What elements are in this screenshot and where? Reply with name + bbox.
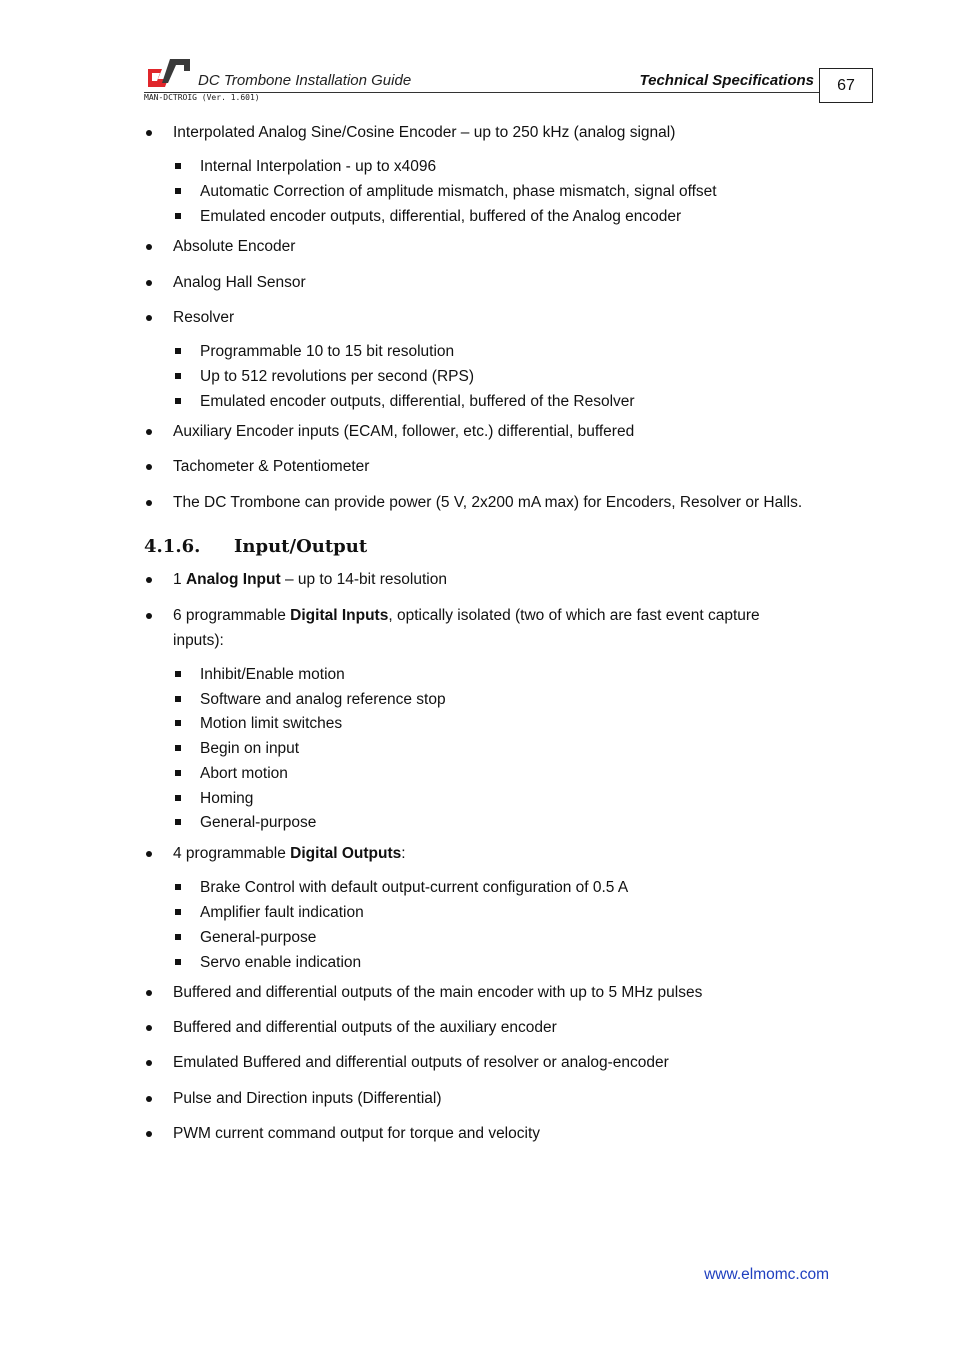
list-item: Buffered and differential outputs of the auxiliary encoder bbox=[173, 1015, 557, 1040]
page-header bbox=[0, 0, 954, 110]
page-number: 67 bbox=[819, 68, 873, 103]
sub-list-item: Internal Interpolation - up to x4096 bbox=[200, 154, 436, 179]
list-item: Interpolated Analog Sine/Cosine Encoder – up to 250 kHz (analog signal) bbox=[173, 120, 675, 145]
section-heading bbox=[144, 536, 367, 557]
sub-list-item: Homing bbox=[200, 786, 253, 811]
sub-list-item: Automatic Correction of amplitude mismatch, phase mismatch, signal offset bbox=[200, 179, 717, 204]
list-item: Auxiliary Encoder inputs (ECAM, follower, etc.) differential, buffered bbox=[173, 419, 634, 444]
sub-list-item: Brake Control with default output-current configuration of 0.5 A bbox=[200, 875, 628, 900]
list-item-analog-input: 1 Analog Input – up to 14-bit resolution bbox=[173, 567, 447, 592]
list-item: Pulse and Direction inputs (Differential) bbox=[173, 1086, 442, 1111]
sub-list-item: Amplifier fault indication bbox=[200, 900, 364, 925]
sub-list-item: Motion limit switches bbox=[200, 711, 342, 736]
elmo-logo-icon bbox=[148, 57, 190, 87]
list-item: Emulated Buffered and differential outputs of resolver or analog-encoder bbox=[173, 1050, 669, 1075]
list-item-digital-outputs: 4 programmable Digital Outputs: bbox=[173, 841, 406, 866]
list-item: Resolver bbox=[173, 305, 234, 330]
sub-list-item: Abort motion bbox=[200, 761, 288, 786]
document-code: MAN-DCTROIG (Ver. 1.601) bbox=[144, 93, 260, 102]
list-item: Absolute Encoder bbox=[173, 234, 295, 259]
section-heading-title: Input/Output bbox=[234, 536, 368, 557]
document-title: DC Trombone Installation Guide bbox=[198, 72, 412, 89]
sub-list-item: Emulated encoder outputs, differential, buffered of the Analog encoder bbox=[200, 204, 681, 229]
sub-list-item: General-purpose bbox=[200, 925, 316, 950]
list-item: The DC Trombone can provide power (5 V, 2x200 mA max) for Encoders, Resolver or Halls. bbox=[173, 490, 802, 515]
list-item: Analog Hall Sensor bbox=[173, 270, 306, 295]
section-number: 4.1.6. bbox=[144, 536, 201, 557]
list-item: Buffered and differential outputs of the main encoder with up to 5 MHz pulses bbox=[173, 980, 702, 1005]
sub-list-item: Begin on input bbox=[200, 736, 299, 761]
sub-list-item: Up to 512 revolutions per second (RPS) bbox=[200, 364, 474, 389]
footer-website-link[interactable]: www.elmomc.com bbox=[704, 1266, 829, 1283]
list-item-continuation: inputs): bbox=[173, 632, 224, 649]
section-title: Technical Specifications bbox=[639, 72, 814, 89]
list-item: Tachometer & Potentiometer bbox=[173, 454, 369, 479]
list-item-digital-inputs: 6 programmable Digital Inputs, optically isolated (two of which are fast event capture bbox=[173, 603, 760, 628]
sub-list-item: Programmable 10 to 15 bit resolution bbox=[200, 339, 454, 364]
sub-list-item: Emulated encoder outputs, differential, buffered of the Resolver bbox=[200, 389, 635, 414]
sub-list-item: General-purpose bbox=[200, 810, 316, 835]
sub-list-item: Software and analog reference stop bbox=[200, 687, 446, 712]
sub-list-item: Inhibit/Enable motion bbox=[200, 662, 345, 687]
list-item: PWM current command output for torque and velocity bbox=[173, 1121, 540, 1146]
sub-list-item: Servo enable indication bbox=[200, 950, 361, 975]
